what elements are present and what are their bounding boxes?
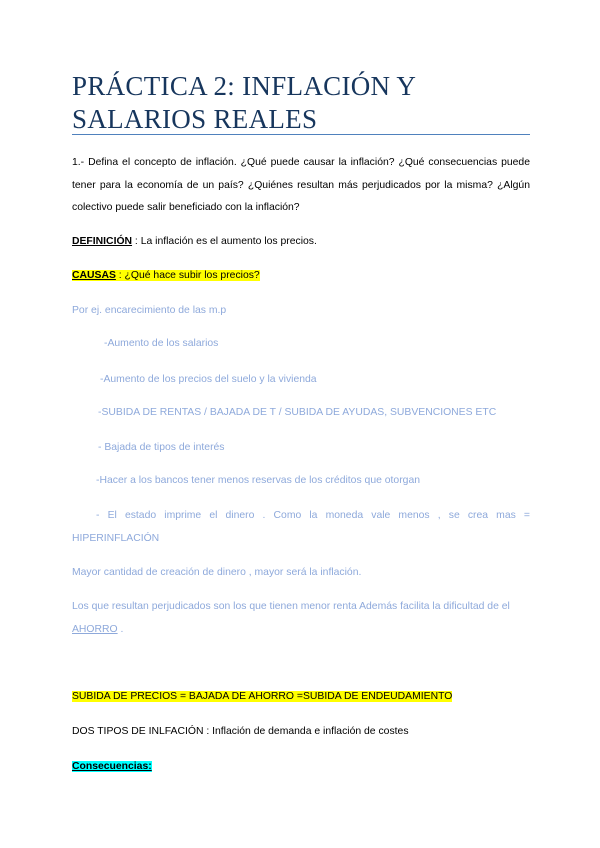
- example-item-suelo-vivienda: -Aumento de los precios del suelo y la vivienda: [100, 374, 317, 385]
- dos-tipos-line: DOS TIPOS DE INLFACIÓN : Inflación de demanda e inflación de costes: [72, 726, 409, 737]
- perjudicados-text: Los que resultan perjudicados son los que tienen menor renta Además facilita la dificultad de el: [72, 601, 510, 612]
- example-item-salarios: -Aumento de los salarios: [104, 338, 219, 349]
- page-title: PRÁCTICA 2: INFLACIÓN Y SALARIOS REALES: [72, 71, 416, 134]
- causas-highlight: [72, 270, 260, 281]
- consecuencias-heading: Consecuencias:: [72, 761, 152, 772]
- perjudicados-paragraph: [72, 596, 530, 641]
- example-item-reservas: -Hacer a los bancos tener menos reservas de los créditos que otorgan: [96, 475, 421, 486]
- estado-paragraph: - El estado imprime el dinero . Como la moneda vale menos , se crea mas = HIPERINFLACIÓN: [72, 510, 530, 544]
- causas-line: [72, 265, 530, 288]
- definicion-label: DEFINICIÓN: [72, 236, 133, 247]
- example-item-tipos-interes: - Bajada de tipos de interés: [98, 442, 225, 453]
- mayor-cantidad-line: Mayor cantidad de creación de dinero , mayor será la inflación.: [72, 567, 362, 578]
- definicion-text: : La inflación es el aumento los precios.: [132, 236, 317, 247]
- title-divider: [72, 134, 530, 135]
- causas-text: : ¿Qué hace subir los precios?: [115, 270, 260, 281]
- example-item-rentas: -SUBIDA DE RENTAS / BAJADA DE T / SUBIDA DE AYUDAS, SUBVENCIONES ETC: [98, 407, 497, 418]
- subida-highlight: SUBIDA DE PRECIOS = BAJADA DE AHORRO =SUBIDA DE ENDEUDAMIENTO: [72, 691, 453, 702]
- question-paragraph: 1.- Defina el concepto de inflación. ¿Qué puede causar la inflación? ¿Qué consecuencias puede tener para la economía de un país? ¿Quiénes resultan más perjudicados por la misma? ¿Algún colectivo puede salir beneficiado con la inflación?: [72, 157, 530, 213]
- consecuencias-line: [72, 756, 530, 779]
- examples-intro: Por ej. encarecimiento de las m.p: [72, 305, 227, 316]
- subida-line: [72, 686, 530, 709]
- causas-label: CAUSAS: [72, 270, 116, 281]
- perjudicados-end: .: [117, 623, 124, 635]
- ahorro-link-text: AHORRO: [72, 623, 118, 635]
- definicion-line: [72, 231, 530, 254]
